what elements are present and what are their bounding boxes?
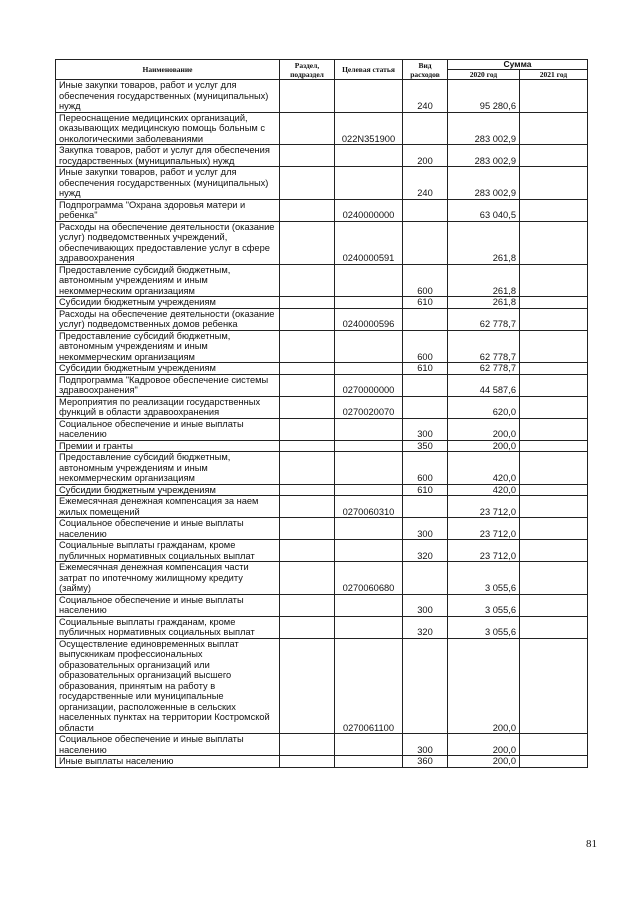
cell-y2020: 420,0: [448, 484, 520, 496]
cell-y2021: [520, 484, 588, 496]
cell-y2021: [520, 452, 588, 485]
table-row: [56, 221, 588, 264]
header-section: Раздел, подраздел: [280, 60, 335, 80]
table-row: [56, 540, 588, 562]
cell-y2021: [520, 308, 588, 330]
cell-target: [335, 484, 403, 496]
cell-y2021: [520, 440, 588, 452]
cell-target: [335, 594, 403, 616]
cell-target: [335, 418, 403, 440]
cell-kind: [403, 112, 448, 145]
cell-name: Расходы на обеспечение деятельности (оказание услуг) подведомственных домов ребенка: [56, 308, 280, 330]
header-name: Наименование: [56, 60, 280, 80]
cell-section: [280, 199, 335, 221]
cell-kind: 320: [403, 616, 448, 638]
cell-section: [280, 308, 335, 330]
cell-section: [280, 734, 335, 756]
cell-target: [335, 264, 403, 297]
cell-kind: 610: [403, 484, 448, 496]
cell-section: [280, 221, 335, 264]
cell-name: Социальное обеспечение и иные выплаты населению: [56, 418, 280, 440]
cell-target: [335, 80, 403, 113]
header-kind: Вид расходов: [403, 60, 448, 80]
cell-kind: [403, 221, 448, 264]
cell-y2020: 23 712,0: [448, 540, 520, 562]
table-row: [56, 80, 588, 113]
cell-y2021: [520, 363, 588, 375]
cell-y2021: [520, 734, 588, 756]
cell-name: Иные закупки товаров, работ и услуг для обеспечения государственных (муниципальных) нужд: [56, 80, 280, 113]
table-row: [56, 363, 588, 375]
cell-kind: [403, 199, 448, 221]
cell-name: Ежемесячная денежная компенсация за наем жилых помещений: [56, 496, 280, 518]
table-header: [56, 60, 588, 80]
table-row: [56, 562, 588, 595]
cell-name: Предоставление субсидий бюджетным, автономным учреждениям и иным некоммерческим организациям: [56, 264, 280, 297]
table-row: [56, 308, 588, 330]
cell-y2020: 200,0: [448, 734, 520, 756]
table-row: [56, 112, 588, 145]
cell-y2021: [520, 396, 588, 418]
cell-section: [280, 540, 335, 562]
cell-section: [280, 452, 335, 485]
table-row: [56, 496, 588, 518]
cell-y2021: [520, 638, 588, 734]
cell-y2020: 3 055,6: [448, 594, 520, 616]
cell-name: Социальное обеспечение и иные выплаты населению: [56, 734, 280, 756]
table-row: [56, 167, 588, 200]
cell-y2020: 200,0: [448, 756, 520, 768]
cell-kind: 300: [403, 734, 448, 756]
cell-section: [280, 167, 335, 200]
cell-y2020: 63 040,5: [448, 199, 520, 221]
cell-kind: [403, 396, 448, 418]
cell-name: Подпрограмма "Охрана здоровья матери и ребенка": [56, 199, 280, 221]
cell-name: Субсидии бюджетным учреждениям: [56, 297, 280, 309]
cell-target: 0240000596: [335, 308, 403, 330]
cell-name: Ежемесячная денежная компенсация части затрат по ипотечному жилищному кредиту (займу): [56, 562, 280, 595]
table-row: [56, 756, 588, 768]
cell-target: [335, 452, 403, 485]
cell-y2021: [520, 756, 588, 768]
cell-y2020: 62 778,7: [448, 363, 520, 375]
cell-target: 0270060310: [335, 496, 403, 518]
cell-target: [335, 540, 403, 562]
cell-kind: 240: [403, 167, 448, 200]
cell-target: [335, 518, 403, 540]
cell-kind: 350: [403, 440, 448, 452]
cell-name: Расходы на обеспечение деятельности (оказание услуг) подведомственных учреждений, обеспечивающих предоставление услуг в сфере здравоохранения: [56, 221, 280, 264]
cell-y2021: [520, 418, 588, 440]
cell-section: [280, 264, 335, 297]
cell-section: [280, 484, 335, 496]
cell-target: [335, 297, 403, 309]
cell-target: [335, 145, 403, 167]
cell-section: [280, 112, 335, 145]
cell-section: [280, 518, 335, 540]
cell-y2020: 283 002,9: [448, 112, 520, 145]
table-row: [56, 330, 588, 363]
cell-target: 0270020070: [335, 396, 403, 418]
cell-y2020: 3 055,6: [448, 562, 520, 595]
cell-y2020: 200,0: [448, 440, 520, 452]
cell-kind: [403, 562, 448, 595]
cell-kind: 610: [403, 363, 448, 375]
cell-name: Мероприятия по реализации государственных функций в области здравоохранения: [56, 396, 280, 418]
cell-y2021: [520, 330, 588, 363]
cell-kind: 320: [403, 540, 448, 562]
cell-name: Иные закупки товаров, работ и услуг для обеспечения государственных (муниципальных) нужд: [56, 167, 280, 200]
cell-kind: [403, 374, 448, 396]
table-row: [56, 418, 588, 440]
cell-section: [280, 80, 335, 113]
cell-kind: 600: [403, 264, 448, 297]
cell-y2021: [520, 167, 588, 200]
cell-target: [335, 363, 403, 375]
cell-target: 0270060680: [335, 562, 403, 595]
cell-section: [280, 418, 335, 440]
cell-y2020: 620,0: [448, 396, 520, 418]
cell-y2021: [520, 562, 588, 595]
header-2021: 2021 год: [520, 70, 588, 80]
cell-target: 022N351900: [335, 112, 403, 145]
cell-target: [335, 330, 403, 363]
cell-section: [280, 562, 335, 595]
cell-target: 0240000000: [335, 199, 403, 221]
cell-y2020: 3 055,6: [448, 616, 520, 638]
cell-y2020: 200,0: [448, 418, 520, 440]
cell-section: [280, 440, 335, 452]
cell-target: [335, 167, 403, 200]
cell-target: 0270061100: [335, 638, 403, 734]
table-row: [56, 452, 588, 485]
cell-name: Закупка товаров, работ и услуг для обеспечения государственных (муниципальных) нужд: [56, 145, 280, 167]
cell-section: [280, 330, 335, 363]
cell-y2021: [520, 145, 588, 167]
cell-y2021: [520, 199, 588, 221]
cell-y2021: [520, 616, 588, 638]
cell-section: [280, 374, 335, 396]
cell-y2020: 200,0: [448, 638, 520, 734]
cell-y2021: [520, 297, 588, 309]
cell-kind: 610: [403, 297, 448, 309]
cell-y2021: [520, 112, 588, 145]
cell-y2020: 23 712,0: [448, 496, 520, 518]
cell-y2020: 23 712,0: [448, 518, 520, 540]
cell-y2020: 62 778,7: [448, 330, 520, 363]
cell-y2020: 44 587,6: [448, 374, 520, 396]
table-row: [56, 638, 588, 734]
cell-y2020: 62 778,7: [448, 308, 520, 330]
cell-name: Подпрограмма "Кадровое обеспечение системы здравоохранения": [56, 374, 280, 396]
cell-kind: 300: [403, 518, 448, 540]
cell-section: [280, 363, 335, 375]
cell-section: [280, 145, 335, 167]
cell-y2020: 261,8: [448, 297, 520, 309]
table-row: [56, 518, 588, 540]
cell-y2020: 283 002,9: [448, 145, 520, 167]
header-target: Целевая статья: [335, 60, 403, 80]
cell-name: Субсидии бюджетным учреждениям: [56, 484, 280, 496]
cell-target: [335, 734, 403, 756]
page-number: 81: [586, 838, 597, 850]
cell-name: Социальные выплаты гражданам, кроме публичных нормативных социальных выплат: [56, 616, 280, 638]
table-row: [56, 484, 588, 496]
cell-y2021: [520, 264, 588, 297]
cell-y2021: [520, 374, 588, 396]
table-row: [56, 396, 588, 418]
cell-name: Предоставление субсидий бюджетным, автономным учреждениям и иным некоммерческим организациям: [56, 452, 280, 485]
header-sum: Сумма: [448, 60, 588, 70]
cell-target: [335, 616, 403, 638]
cell-section: [280, 616, 335, 638]
cell-section: [280, 594, 335, 616]
cell-kind: 600: [403, 452, 448, 485]
cell-section: [280, 756, 335, 768]
header-2020: 2020 год: [448, 70, 520, 80]
cell-section: [280, 638, 335, 734]
table-row: [56, 264, 588, 297]
cell-y2021: [520, 518, 588, 540]
cell-y2020: 261,8: [448, 221, 520, 264]
cell-y2020: 420,0: [448, 452, 520, 485]
cell-y2021: [520, 80, 588, 113]
cell-kind: 300: [403, 594, 448, 616]
cell-name: Социальное обеспечение и иные выплаты населению: [56, 594, 280, 616]
cell-section: [280, 496, 335, 518]
cell-name: Предоставление субсидий бюджетным, автономным учреждениям и иным некоммерческим организациям: [56, 330, 280, 363]
cell-target: 0240000591: [335, 221, 403, 264]
table-row: [56, 616, 588, 638]
cell-y2021: [520, 496, 588, 518]
cell-name: Социальное обеспечение и иные выплаты населению: [56, 518, 280, 540]
cell-kind: 360: [403, 756, 448, 768]
cell-name: Переоснащение медицинских организаций, оказывающих медицинскую помощь больным с онкологическими заболеваниями: [56, 112, 280, 145]
table-row: [56, 297, 588, 309]
cell-target: [335, 756, 403, 768]
cell-name: Премии и гранты: [56, 440, 280, 452]
table-row: [56, 145, 588, 167]
cell-kind: [403, 308, 448, 330]
table-row: [56, 594, 588, 616]
table-row: [56, 734, 588, 756]
cell-target: [335, 440, 403, 452]
cell-y2020: 283 002,9: [448, 167, 520, 200]
cell-kind: 240: [403, 80, 448, 113]
cell-y2021: [520, 540, 588, 562]
table-row: [56, 440, 588, 452]
cell-section: [280, 297, 335, 309]
cell-kind: [403, 638, 448, 734]
budget-table: [55, 59, 588, 768]
cell-kind: 200: [403, 145, 448, 167]
cell-kind: 300: [403, 418, 448, 440]
table-body: [56, 80, 588, 768]
cell-target: 0270000000: [335, 374, 403, 396]
cell-y2021: [520, 594, 588, 616]
cell-kind: 600: [403, 330, 448, 363]
cell-name: Социальные выплаты гражданам, кроме публичных нормативных социальных выплат: [56, 540, 280, 562]
cell-name: Иные выплаты населению: [56, 756, 280, 768]
cell-y2020: 95 280,6: [448, 80, 520, 113]
table-row: [56, 374, 588, 396]
cell-section: [280, 396, 335, 418]
cell-name: Субсидии бюджетным учреждениям: [56, 363, 280, 375]
cell-y2020: 261,8: [448, 264, 520, 297]
cell-y2021: [520, 221, 588, 264]
cell-kind: [403, 496, 448, 518]
cell-name: Осуществление единовременных выплат выпускникам профессиональных образовательных организаций или образовательных организаций высшего образования, принятым на работу в государственные или муниципальные организации, расположенные в сельских населенных пунктах на территории Костромской области: [56, 638, 280, 734]
table-row: [56, 199, 588, 221]
